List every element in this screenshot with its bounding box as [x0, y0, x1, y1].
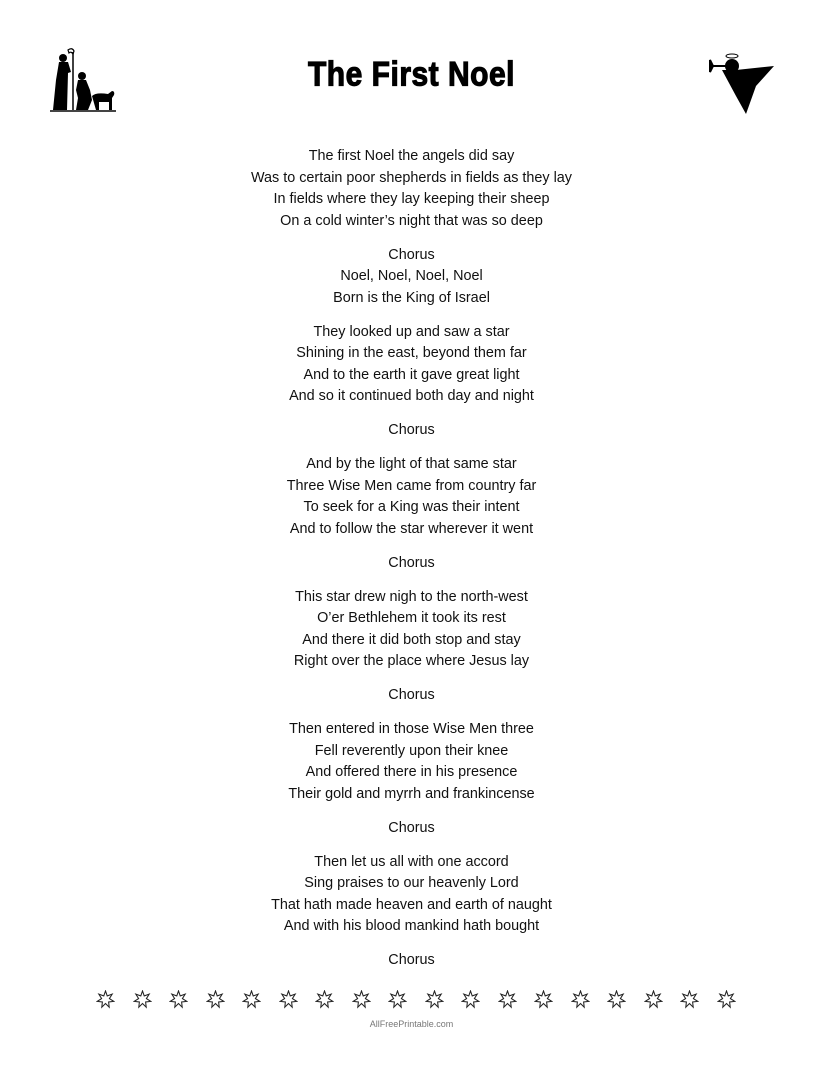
lyric-line: And to follow the star wherever it went: [289, 520, 534, 537]
star-icon: [717, 990, 736, 1009]
star-icon: [680, 990, 699, 1009]
star-icon: [206, 990, 225, 1009]
lyric-line: This star drew nigh to the north-west: [295, 588, 528, 605]
trumpet-angel-icon: [708, 52, 778, 114]
chorus-stanza: [0, 245, 823, 310]
lyric-line: And there it did both stop and stay: [302, 631, 521, 648]
chorus-stanza: [0, 818, 823, 840]
lyric-line: Right over the place where Jesus lay: [293, 653, 530, 669]
lyric-line: Noel, Noel, Noel, Noel: [340, 268, 483, 284]
star-icon: [644, 990, 663, 1009]
star-icon: [242, 990, 261, 1009]
verse-stanza: [0, 852, 823, 938]
lyric-line: Chorus: [388, 422, 435, 438]
verse-stanza: [0, 322, 823, 408]
lyric-line: And so it continued both day and night: [289, 388, 534, 404]
lyric-line: In fields where they lay keeping their sheep: [273, 191, 550, 207]
lyric-line: Fell reverently upon their knee: [314, 742, 509, 759]
lyrics: [0, 146, 823, 984]
star-icon: [425, 990, 444, 1009]
lyric-line: Born is the King of Israel: [333, 289, 490, 306]
lyric-line: Chorus: [388, 952, 435, 968]
lyric-line: They looked up and saw a star: [313, 323, 510, 340]
footer-credit: AllFreePrintable.com: [369, 1019, 454, 1029]
star-icon: [534, 990, 553, 1009]
lyric-line: On a cold winter’s night that was so deep: [280, 212, 543, 229]
lyric-line: Shining in the east, beyond them far: [296, 345, 527, 361]
star-divider: [96, 990, 736, 1010]
star-icon: [461, 990, 480, 1009]
verse-stanza: [0, 454, 823, 540]
lyric-line: Chorus: [388, 819, 435, 836]
star-icon: [352, 990, 371, 1009]
lyric-line: And to the earth it gave great light: [303, 366, 520, 383]
lyric-line: The first Noel the angels did say: [308, 148, 515, 164]
chorus-stanza: [0, 950, 823, 972]
lyric-line: O’er Bethlehem it took its rest: [317, 610, 506, 626]
star-icon: [571, 990, 590, 1009]
lyric-line: And with his blood mankind hath bought: [283, 918, 540, 934]
verse-stanza: [0, 146, 823, 232]
lyric-line: To seek for a King was their intent: [303, 499, 520, 515]
star-icon: [133, 990, 152, 1009]
lyric-line: Sing praises to our heavenly Lord: [304, 875, 519, 891]
chorus-stanza: [0, 685, 823, 707]
star-icon: [498, 990, 517, 1009]
star-icon: [607, 990, 626, 1009]
lyric-line: Their gold and myrrh and frankincense: [288, 785, 535, 802]
chorus-stanza: [0, 420, 823, 442]
lyric-line: Chorus: [388, 554, 435, 571]
star-icon: [388, 990, 407, 1009]
lyric-line: And by the light of that same star: [306, 456, 517, 472]
page-title: The First Noel: [307, 55, 516, 94]
star-icon: [169, 990, 188, 1009]
lyric-line: And offered there in his presence: [305, 764, 518, 780]
lyric-line: Was to certain poor shepherds in fields as they lay: [250, 169, 573, 186]
star-icon: [315, 990, 334, 1009]
verse-stanza: [0, 719, 823, 805]
star-icon: [96, 990, 115, 1009]
verse-stanza: [0, 587, 823, 673]
lyric-line: Then entered in those Wise Men three: [289, 721, 534, 737]
lyric-line: Chorus: [388, 687, 435, 703]
star-icon: [279, 990, 298, 1009]
lyric-line: Then let us all with one accord: [314, 853, 509, 870]
lyric-line: That hath made heaven and earth of naught: [271, 896, 552, 913]
lyric-line: Three Wise Men came from country far: [286, 477, 537, 494]
lyric-line: Chorus: [388, 246, 435, 263]
chorus-stanza: [0, 553, 823, 575]
